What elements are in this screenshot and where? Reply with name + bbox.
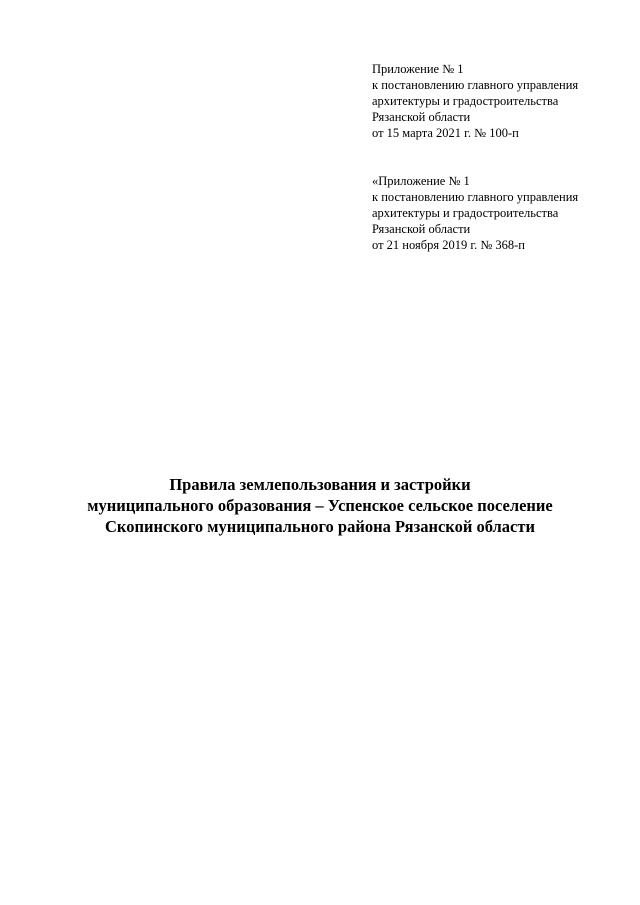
appendix-date-number: от 21 ноября 2019 г. № 368-п — [372, 238, 525, 252]
appendix-authority: архитектуры и градостроительства — [372, 206, 559, 220]
appendix-header-previous — [372, 173, 622, 253]
appendix-region: Рязанской области — [372, 222, 471, 236]
appendix-date-number: от 15 марта 2021 г. № 100-п — [372, 126, 519, 140]
appendix-number: Приложение № 1 — [372, 62, 464, 76]
document-title — [0, 474, 640, 537]
appendix-resolution-ref: к постановлению главного управления — [372, 78, 579, 92]
appendix-header-current — [372, 61, 622, 141]
appendix-resolution-ref: к постановлению главного управления — [372, 190, 579, 204]
appendix-number: «Приложение № 1 — [372, 174, 470, 188]
title-line: Скопинского муниципального района Рязанской области — [105, 517, 535, 536]
title-line: муниципального образования – Успенское сельское поселение — [87, 496, 553, 515]
appendix-region: Рязанской области — [372, 110, 471, 124]
title-line: Правила землепользования и застройки — [169, 475, 471, 494]
appendix-authority: архитектуры и градостроительства — [372, 94, 559, 108]
